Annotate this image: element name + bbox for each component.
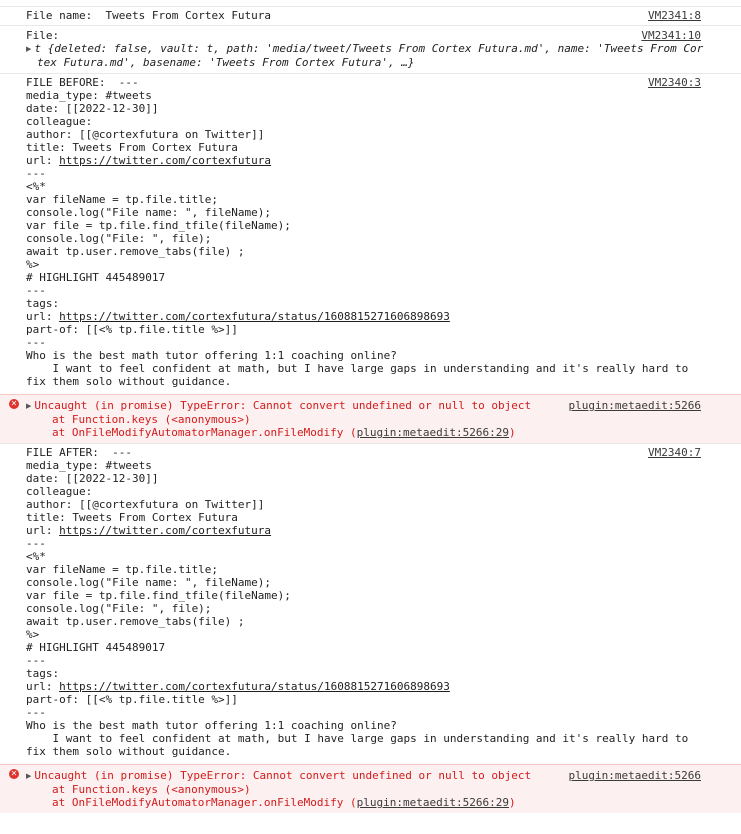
error-message: Uncaught (in promise) TypeError: Cannot convert undefined or null to object: [34, 769, 532, 782]
after-line: title: Tweets From Cortex Futura: [26, 511, 238, 524]
url-link[interactable]: https://twitter.com/cortexfutura: [59, 154, 272, 167]
after-tail-line: I want to feel confident at math, but I have large gaps in understanding and it's really hard to: [26, 732, 689, 745]
after-code-line: var file = tp.file.find_tfile(fileName);: [26, 589, 291, 602]
console-message-file-object: [0, 25, 741, 73]
before-code-line: ---: [26, 284, 46, 297]
status-url-link[interactable]: https://twitter.com/cortexfutura/status/1608815271606898693: [59, 310, 450, 323]
after-code-line: ---: [26, 537, 46, 550]
console-message-file-before: VM2340:3 FILE BEFORE: --- media_type: #tweets date: [[2022-12-30]] colleague: author: [[@cortexfutura on Twitter]] title: Tweets From Cortex Futura url: https://twitter.com/cortexfutura --- <%* var fileName = tp.file.title; console.log("File name: ", fileName); var file = tp.file.find_tfile(fileName); console.log("File: ", file); await tp.user.remove_tabs(file) ; %> # HIGHLIGHT 445489017 --- tags: url: https://twitter.com/cortexfutura/status/1608815271606898693 part-of: [[<% tp.file.title %>]] --- Who is the best math tutor offering 1:1 coaching online? I want to feel confident at math, but I have large gaps in understanding and it's really hard to fix them solo without guidance.: [0, 73, 741, 394]
source-link[interactable]: VM2341:10: [641, 29, 701, 42]
expand-triangle-icon[interactable]: ▶: [26, 402, 32, 410]
after-code-line: <%*: [26, 550, 46, 563]
source-link[interactable]: plugin:metaedit:5266: [568, 399, 701, 412]
before-tail-line: I want to feel confident at math, but I have large gaps in understanding and it's really hard to: [26, 362, 689, 375]
log-value: Tweets From Cortex Futura: [105, 9, 272, 22]
after-header: FILE AFTER: ---: [26, 446, 132, 459]
before-code-line: var fileName = tp.file.title;: [26, 193, 219, 206]
error-icon: ✕: [10, 769, 18, 778]
before-code-line: <%*: [26, 180, 46, 193]
stack-frame-link[interactable]: plugin:metaedit:5266:29: [356, 796, 509, 809]
before-line: author: [[@cortexfutura on Twitter]]: [26, 128, 265, 141]
before-header: FILE BEFORE: ---: [26, 76, 139, 89]
url-link[interactable]: https://twitter.com/cortexfutura: [59, 524, 272, 537]
after-code-line: console.log("File: ", file);: [26, 602, 212, 615]
log-label: File name:: [26, 9, 106, 22]
before-code-line: # HIGHLIGHT 445489017: [26, 271, 166, 284]
source-link[interactable]: VM2340:7: [648, 446, 701, 459]
console-top-edge: [0, 0, 741, 7]
before-code-line: tags:: [26, 297, 60, 310]
after-code-line: console.log("File name: ", fileName);: [26, 576, 272, 589]
after-line: author: [[@cortexfutura on Twitter]]: [26, 498, 265, 511]
after-tail-line: fix them solo without guidance.: [26, 745, 232, 758]
expand-triangle-icon[interactable]: ▶: [26, 772, 32, 780]
before-line: title: Tweets From Cortex Futura: [26, 141, 238, 154]
after-code-line: ---: [26, 654, 46, 667]
log-label: File:: [26, 29, 60, 42]
console-message-filename: [0, 7, 741, 25]
after-tail-line: ---: [26, 706, 46, 719]
after-code-line: # HIGHLIGHT 445489017: [26, 641, 166, 654]
before-tail-line: Who is the best math tutor offering 1:1 coaching online?: [26, 349, 397, 362]
before-line: media_type: #tweets: [26, 89, 152, 102]
object-preview-cont: tex Futura.md', basename: 'Tweets From Cortex Futura', …}: [37, 56, 415, 69]
stack-frame: at Function.keys (<anonymous>): [52, 413, 251, 426]
before-tail-line: part-of: [[<% tp.file.title %>]]: [26, 323, 238, 336]
after-line: media_type: #tweets: [26, 459, 152, 472]
stack-frame: at Function.keys (<anonymous>): [52, 783, 251, 796]
console-error-2: ✕ plugin:metaedit:5266 ▶ Uncaught (in promise) TypeError: Cannot convert undefined or null to object at Function.keys (<anonymous>) at OnFileModifyAutomatorManager.onFileModify (plugin:metaedit:5266:29): [0, 764, 741, 813]
before-code-line: %>: [26, 258, 40, 271]
console-error-1: ✕ plugin:metaedit:5266 ▶ Uncaught (in promise) TypeError: Cannot convert undefined or null to object at Function.keys (<anonymous>) at OnFileModifyAutomatorManager.onFileModify (plugin:metaedit:5266:29): [0, 394, 741, 443]
before-code-line: var file = tp.file.find_tfile(fileName);: [26, 219, 291, 232]
console-message-file-after: VM2340:7 FILE AFTER: --- media_type: #tweets date: [[2022-12-30]] colleague: author: [[@cortexfutura on Twitter]] title: Tweets From Cortex Futura url: https://twitter.com/cortexfutura --- <%* var fileName = tp.file.title; console.log("File name: ", fileName); var file = tp.file.find_tfile(fileName); console.log("File: ", file); await tp.user.remove_tabs(file) ; %> # HIGHLIGHT 445489017 --- tags: url: https://twitter.com/cortexfutura/status/1608815271606898693 part-of: [[<% tp.file.title %>]] --- Who is the best math tutor offering 1:1 coaching online? I want to feel confident at math, but I have large gaps in understanding and it's really hard to fix them solo without guidance.: [0, 443, 741, 764]
after-code-line: %>: [26, 628, 40, 641]
after-code-line: var fileName = tp.file.title;: [26, 563, 219, 576]
before-code-line: console.log("File name: ", fileName);: [26, 206, 272, 219]
source-link[interactable]: VM2341:8: [648, 9, 701, 22]
object-preview[interactable]: ▶ t {deleted: false, vault: t, path: 'media/tweet/Tweets From Cortex Futura.md', name: 'Tweets From Cor: [26, 42, 704, 55]
after-tail-line: part-of: [[<% tp.file.title %>]]: [26, 693, 238, 706]
before-code-line: console.log("File: ", file);: [26, 232, 212, 245]
error-icon: ✕: [10, 399, 18, 408]
source-link[interactable]: VM2340:3: [648, 76, 701, 89]
before-line: date: [[2022-12-30]]: [26, 102, 159, 115]
after-code-line: await tp.user.remove_tabs(file) ;: [26, 615, 245, 628]
after-code-line: tags:: [26, 667, 60, 680]
status-url-link[interactable]: https://twitter.com/cortexfutura/status/1608815271606898693: [59, 680, 450, 693]
after-line: colleague:: [26, 485, 93, 498]
before-line: colleague:: [26, 115, 93, 128]
source-link[interactable]: plugin:metaedit:5266: [568, 769, 701, 782]
before-tail-line: fix them solo without guidance.: [26, 375, 232, 388]
after-tail-line: Who is the best math tutor offering 1:1 coaching online?: [26, 719, 397, 732]
stack-frame-link[interactable]: plugin:metaedit:5266:29: [356, 426, 509, 439]
error-message: Uncaught (in promise) TypeError: Cannot convert undefined or null to object: [34, 399, 532, 412]
before-code-line: ---: [26, 167, 46, 180]
before-tail-line: ---: [26, 336, 46, 349]
before-code-line: await tp.user.remove_tabs(file) ;: [26, 245, 245, 258]
expand-triangle-icon[interactable]: ▶: [26, 45, 32, 53]
after-line: date: [[2022-12-30]]: [26, 472, 159, 485]
